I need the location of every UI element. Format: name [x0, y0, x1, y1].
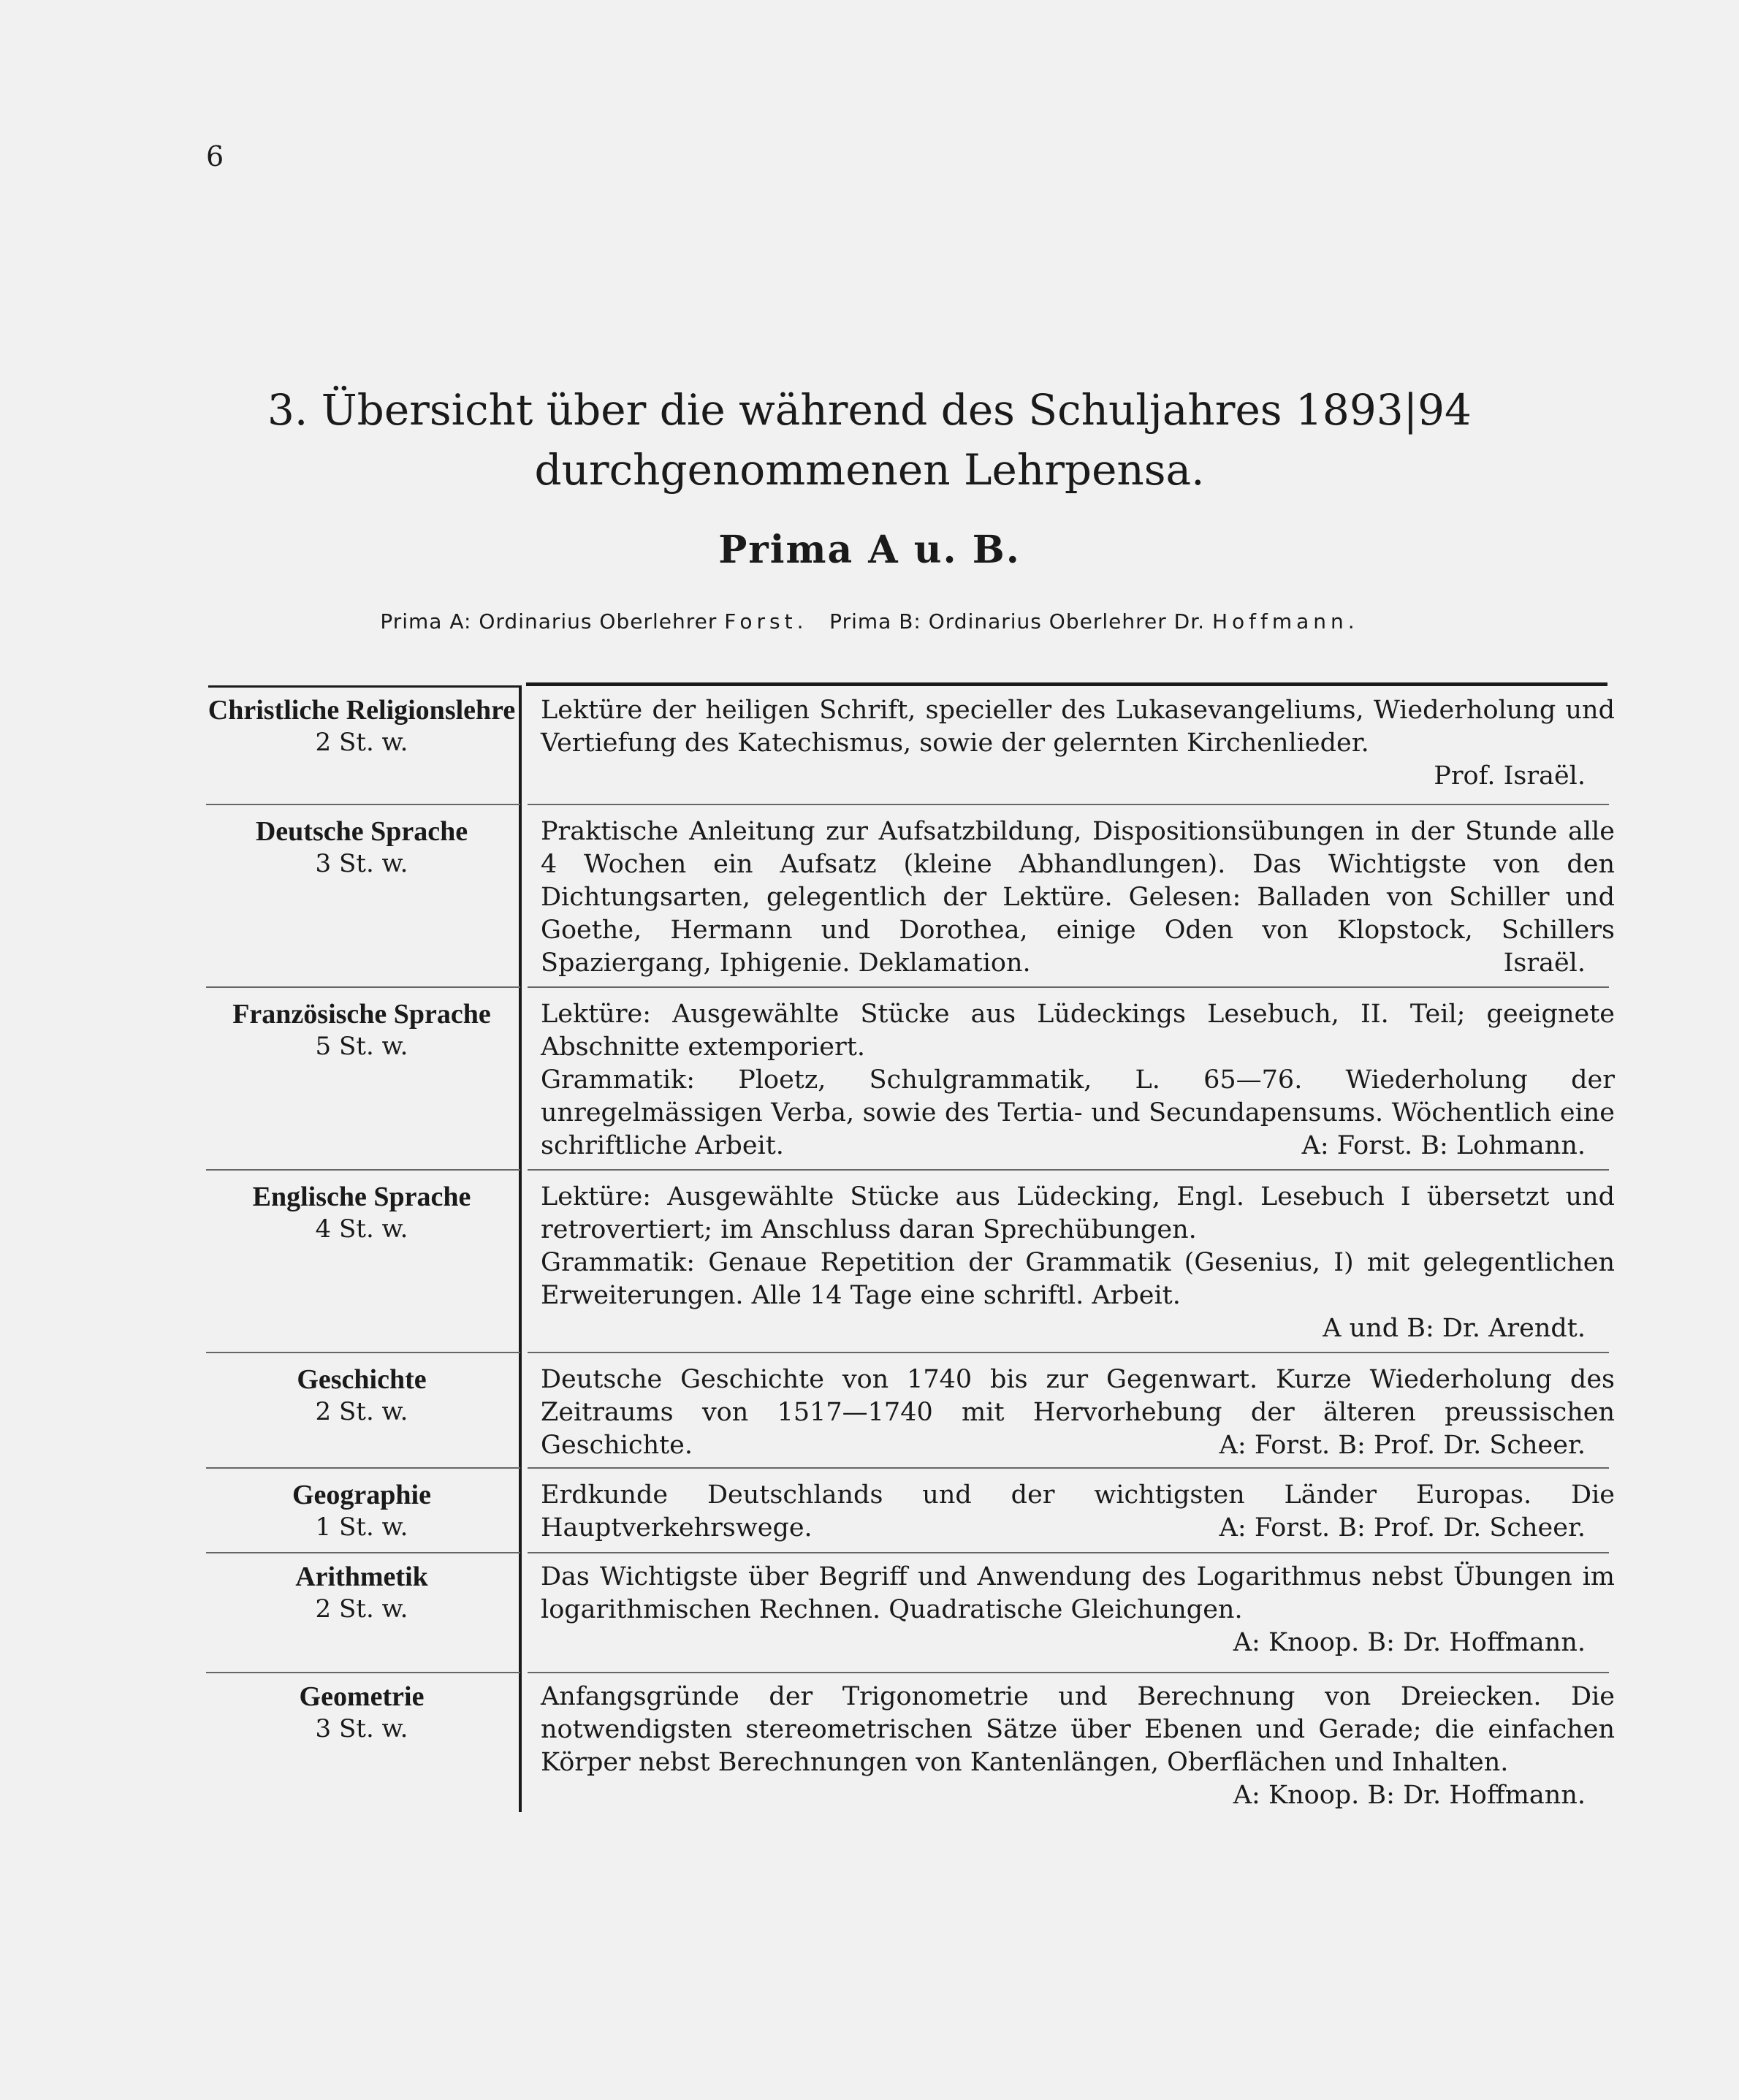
- subject-hours: 2 St. w.: [315, 1397, 408, 1426]
- teacher-credit: A: Forst. B: Prof. Dr. Scheer.: [1219, 1431, 1586, 1460]
- content-line: Lektüre: Ausgewählte Stücke aus Lüdeckings Lesebuch, II. Teil; geeignete Abschnitte extemporiert.: [541, 1000, 1615, 1062]
- table-top-rule-left: [208, 685, 519, 688]
- row-separator: [206, 804, 1609, 805]
- teacher-credit: A: Knoop. B: Dr. Hoffmann.: [1233, 1628, 1586, 1657]
- title-line-1: 3. Übersicht über die während des Schuljahres 1893|94: [267, 385, 1472, 435]
- prima-a-name: Forst.: [724, 609, 808, 634]
- subject-cell: [205, 815, 519, 880]
- teacher-credit: Prof. Israël.: [1434, 761, 1586, 791]
- ordinarius-line: [0, 609, 1739, 634]
- subject-hours: 3 St. w.: [315, 1714, 408, 1743]
- subject-name: Englische Sprache: [252, 1182, 471, 1212]
- subject-hours: 3 St. w.: [315, 849, 408, 878]
- prima-a-label: Prima A:: [380, 609, 472, 634]
- content-line: Grammatik: Genaue Repetition der Grammatik (Gesenius, I) mit gelegentlichen Erweiterungen. Alle 14 Tage eine schriftl. Arbeit.: [541, 1248, 1615, 1310]
- row-separator: [206, 1552, 1609, 1553]
- teacher-credit: A: Forst. B: Prof. Dr. Scheer.: [1219, 1513, 1586, 1542]
- class-subtitle: Prima A u. B.: [718, 528, 1021, 572]
- subject-hours: 5 St. w.: [315, 1032, 408, 1061]
- subject-cell: [205, 694, 519, 758]
- content-cell: [541, 1181, 1615, 1345]
- content-line: Lektüre der heiligen Schrift, specieller des Lukasevangeliums, Wiederholung und Vertiefung des Katechismus, sowie der gelernten Kirchenlieder.: [541, 696, 1615, 758]
- subject-cell: [205, 1479, 519, 1543]
- content-cell: [541, 1363, 1615, 1462]
- subject-hours: 2 St. w.: [315, 1594, 408, 1624]
- subject-name: Französische Sprache: [232, 999, 491, 1030]
- subject-name: Geometrie: [299, 1681, 425, 1712]
- prima-b-text: Ordinarius Oberlehrer Dr.: [928, 609, 1206, 634]
- subject-name: Christliche Religionslehre: [208, 695, 516, 726]
- subject-name: Geschichte: [297, 1364, 427, 1395]
- subject-name: Deutsche Sprache: [255, 816, 468, 847]
- teacher-credit: A: Knoop. B: Dr. Hoffmann.: [1233, 1781, 1586, 1810]
- prima-b-label: Prima B:: [829, 609, 921, 634]
- subject-hours: 1 St. w.: [315, 1513, 408, 1542]
- subject-name: Arithmetik: [295, 1561, 428, 1592]
- content-cell: [541, 1681, 1615, 1812]
- row-separator: [206, 1352, 1609, 1353]
- content-line: Anfangsgründe der Trigonometrie und Berechnung von Dreiecken. Die notwendigsten stereometrischen Sätze über Ebenen und Gerade; die einfachen Körper nebst Berechnungen von Kantenlängen, Oberflächen und Inhalten.: [541, 1682, 1615, 1777]
- title-line-2: durchgenommenen Lehrpensa.: [534, 445, 1205, 495]
- content-line: Lektüre: Ausgewählte Stücke aus Lüdecking, Engl. Lesebuch I übersetzt und retrovertiert; im Anschluss daran Sprechübungen.: [541, 1182, 1615, 1244]
- subject-hours: 4 St. w.: [315, 1214, 408, 1244]
- content-line: Das Wichtigste über Begriff und Anwendung des Logarithmus nebst Übungen im logarithmischen Rechnen. Quadratische Gleichungen.: [541, 1562, 1615, 1624]
- content-line: Grammatik: Ploetz, Schulgrammatik, L. 65—76. Wiederholung der unregelmässigen Verba, sowie des Tertia- und Secundapensums. Wöchentlich eine schriftliche Arbeit.: [541, 1065, 1615, 1160]
- teacher-credit: A: Forst. B: Lohmann.: [1301, 1131, 1586, 1160]
- content-line: Praktische Anleitung zur Aufsatzbildung, Dispositionsübungen in der Stunde alle 4 Wochen ein Aufsatz (kleine Abhandlungen). Das Wichtigste von den Dichtungsarten, gelegentlich der Lektüre. Gelesen: Balladen von Schiller und Goethe, Hermann und Dorothea, einige Oden von Klopstock, Schillers Spaziergang, Iphigenie. Deklamation.: [541, 817, 1615, 978]
- row-separator: [206, 1169, 1609, 1171]
- row-separator: [206, 1672, 1609, 1673]
- section-title: [0, 380, 1739, 500]
- subject-cell: [205, 1181, 519, 1245]
- prima-a-text: Ordinarius Oberlehrer: [479, 609, 718, 634]
- table-top-rule: [526, 682, 1607, 686]
- subject-cell: [205, 1561, 519, 1625]
- subject-cell: [205, 1363, 519, 1428]
- subject-hours: 2 St. w.: [315, 728, 408, 757]
- content-cell: [541, 694, 1615, 793]
- content-cell: [541, 998, 1615, 1163]
- teacher-credit: A und B: Dr. Arendt.: [1323, 1314, 1586, 1343]
- column-divider: [519, 685, 522, 1812]
- content-cell: [541, 1561, 1615, 1659]
- row-separator: [206, 1467, 1609, 1469]
- prima-b-name: Hoffmann.: [1211, 609, 1359, 634]
- content-line: Erdkunde Deutschlands und der wichtigsten Länder Europas. Die Hauptverkehrswege.: [541, 1480, 1615, 1542]
- subject-cell: [205, 998, 519, 1062]
- content-cell: [541, 1479, 1615, 1545]
- row-separator: [206, 986, 1609, 988]
- subject-name: Geographie: [292, 1480, 431, 1510]
- subject-cell: [205, 1681, 519, 1745]
- teacher-credit: Israël.: [1503, 948, 1586, 978]
- content-cell: [541, 815, 1615, 980]
- page-number: 6: [206, 140, 224, 172]
- content-line: Deutsche Geschichte von 1740 bis zur Gegenwart. Kurze Wiederholung des Zeitraums von 1517—1740 mit Hervorhebung der älteren preussischen Geschichte.: [541, 1365, 1615, 1460]
